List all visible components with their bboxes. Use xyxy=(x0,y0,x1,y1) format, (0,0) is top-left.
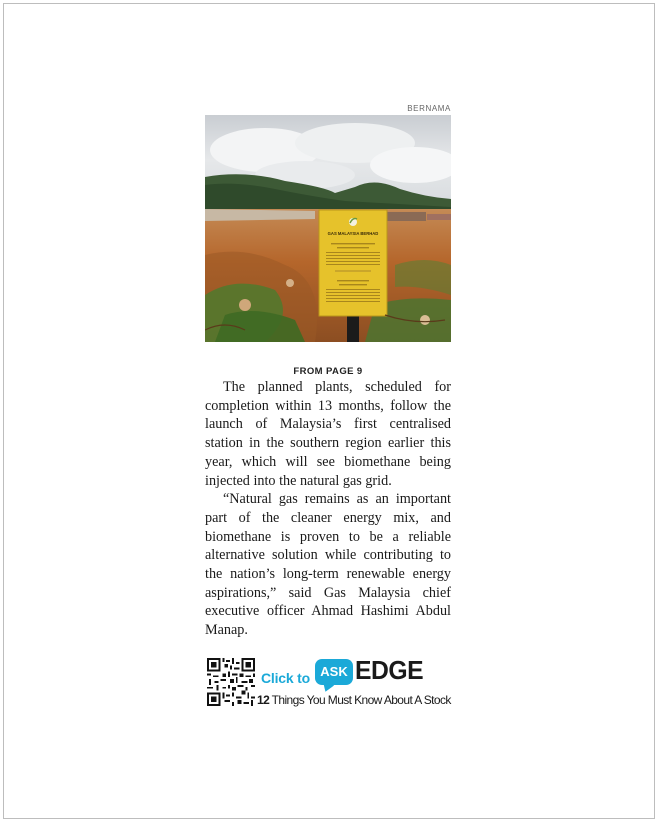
ad-tagline[interactable] xyxy=(257,693,451,707)
article-photo xyxy=(205,115,451,342)
sign-post xyxy=(347,313,359,342)
article-body xyxy=(205,378,451,640)
tagline-text: Things You Must Know About A Stock xyxy=(269,693,451,707)
click-to-label[interactable]: Click to xyxy=(261,670,310,686)
edge-logo[interactable]: EDGE xyxy=(355,655,424,685)
photo-credit: BERNAMA xyxy=(407,104,451,113)
article-paragraph: “Natural gas remains as an important part of the cleaner energy mix, and biomethane is proven to be a reliable alternative solution while contributing to the nation’s long-term renewable energy aspirations,” said Gas Malaysia chief executive officer Ahmad Hashimi Abdul Manap. xyxy=(205,491,451,639)
sign-company: GAS MALAYSIA BERHAD xyxy=(327,231,379,236)
qr-code-icon[interactable] xyxy=(207,658,255,706)
article-paragraph: The planned plants, scheduled for completion within 13 months, follow the launch of Malaysia’s first centralised station in the southern region earlier this year, which will see biomethane being injected into the natural gas grid. xyxy=(205,379,451,489)
ask-edge-ad[interactable] xyxy=(205,655,451,714)
tagline-number: 12 xyxy=(257,693,270,707)
continued-kicker: FROM PAGE 9 xyxy=(293,366,363,377)
ask-speech-bubble[interactable]: ASK xyxy=(315,659,353,685)
